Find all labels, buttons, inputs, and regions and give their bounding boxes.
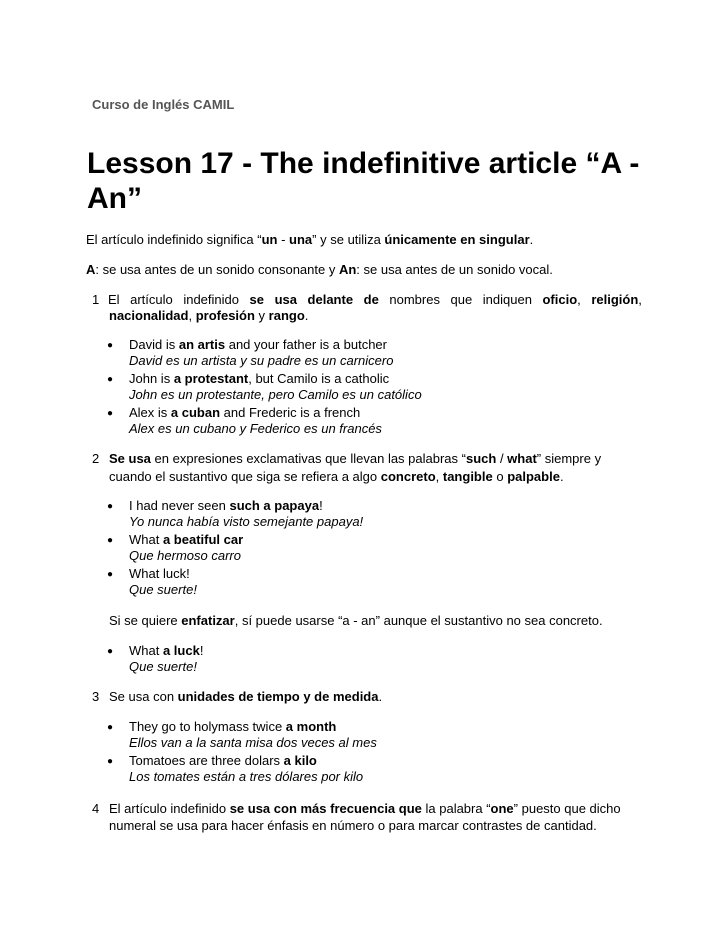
text-bold: Se usa (109, 451, 151, 466)
section-2-note (109, 613, 603, 629)
word-bold: se (249, 292, 265, 307)
word: indefinido (183, 292, 239, 307)
word-bold: religión (591, 292, 639, 307)
text: en expresiones exclamativas que llevan las palabras “ (150, 451, 466, 466)
word: que (450, 292, 473, 307)
text: cuando el sustantivo que siga se refiera a algo (109, 469, 381, 484)
text-bold: palpable (507, 469, 560, 484)
example-english (129, 566, 190, 582)
list-number: 3 (92, 689, 100, 704)
text: John is (129, 371, 174, 386)
bullet-icon: ● (107, 756, 114, 767)
text: o (492, 469, 508, 484)
text: : se usa antes de un sonido vocal. (356, 262, 553, 277)
text: , but Camilo is a catholic (248, 371, 390, 386)
section-1-line-2 (109, 308, 308, 324)
list-number: 4 (92, 801, 100, 816)
page-title-line-2: An” (87, 182, 142, 215)
example-spanish: Que hermoso carro (129, 548, 241, 563)
text: They go to holymass twice (129, 719, 286, 734)
example-spanish: Que suerte! (129, 582, 197, 597)
text-bold: one (490, 801, 514, 816)
text-bold: concreto (380, 469, 436, 484)
text-bold: a kilo (283, 753, 317, 768)
example-english (129, 753, 317, 769)
text-bold: únicamente en singular (384, 232, 530, 247)
text: , (188, 308, 196, 323)
word-bold: delante (307, 292, 354, 307)
text: - (277, 232, 290, 247)
list-number: 2 (92, 451, 100, 466)
text: ” puesto que dicho (513, 801, 621, 816)
word: , (638, 292, 642, 307)
section-3-line-1 (109, 689, 382, 705)
intro-paragraph-1 (86, 232, 533, 248)
text: , sí puede usarse “a - an” aunque el sustantivo no sea concreto. (234, 613, 603, 628)
text-bold: a beatiful car (162, 532, 244, 547)
bullet-icon: ● (107, 501, 114, 512)
section-2-line-1 (109, 451, 601, 467)
text: . (529, 232, 534, 247)
word-bold: oficio (542, 292, 578, 307)
text: What (129, 643, 163, 658)
text-bold: un (261, 232, 278, 247)
text: . (378, 689, 383, 704)
text: Si se quiere (109, 613, 182, 628)
page-title-line-1: Lesson 17 - The indefinitive article “A - (87, 147, 640, 180)
example-english (129, 405, 360, 421)
text: Alex is (129, 405, 171, 420)
text-bold: An (338, 262, 357, 277)
example-english (129, 719, 336, 735)
intro-paragraph-2 (86, 262, 553, 278)
example-spanish: Ellos van a la santa misa dos veces al mes (129, 735, 377, 750)
text: / (496, 451, 508, 466)
text: la palabra “ (421, 801, 491, 816)
text: El artículo indefinido significa “ (86, 232, 262, 247)
text-bold: a protestant (173, 371, 249, 386)
text-bold: a luck (162, 643, 200, 658)
text-bold: what (507, 451, 537, 466)
example-english (129, 532, 243, 548)
text-bold: unidades de tiempo y de medida (177, 689, 379, 704)
text-bold: a month (285, 719, 337, 734)
text-bold: such (465, 451, 497, 466)
example-spanish: Yo nunca había visto semejante papaya! (129, 514, 364, 529)
text: , (435, 469, 443, 484)
text: What (129, 532, 163, 547)
text: . (304, 308, 309, 323)
word: nombres (389, 292, 440, 307)
bullet-icon: ● (107, 646, 114, 657)
text-bold: rango (268, 308, 305, 323)
text: and your father is a butcher (225, 337, 387, 352)
text: I had never seen (129, 498, 230, 513)
text: El artículo indefinido (109, 801, 230, 816)
example-spanish: David es un artista y su padre es un carnicero (129, 353, 394, 368)
bullet-icon: ● (107, 374, 114, 385)
text: ” siempre y (536, 451, 602, 466)
text-bold: a cuban (170, 405, 221, 420)
bullet-icon: ● (107, 340, 114, 351)
text-bold: such a papaya (229, 498, 320, 513)
example-english (129, 643, 203, 659)
text-bold: A (86, 262, 96, 277)
text: y (254, 308, 269, 323)
bullet-icon: ● (107, 569, 114, 580)
text: What luck! (129, 566, 190, 581)
word: artículo (130, 292, 173, 307)
text: : se usa antes de un sonido consonante y (95, 262, 339, 277)
text-bold: tangible (442, 469, 493, 484)
bullet-icon: ● (107, 408, 114, 419)
text-bold: una (289, 232, 313, 247)
word: , (577, 292, 581, 307)
word-bold: usa (274, 292, 297, 307)
text: and Frederic is a french (220, 405, 361, 420)
word-group (542, 292, 580, 308)
text: ” y se utiliza (312, 232, 385, 247)
example-spanish: Alex es un cubano y Federico es un francés (129, 421, 382, 436)
text: . (559, 469, 564, 484)
word-bold: de (363, 292, 379, 307)
word: indiquen (482, 292, 532, 307)
text: Se usa con (109, 689, 178, 704)
section-4-line-2: numeral se usa para hacer énfasis en número o para marcar contrastes de cantidad. (109, 818, 597, 833)
text: ! (319, 498, 323, 513)
list-number: 1 (92, 292, 100, 307)
text-bold: an artis (178, 337, 226, 352)
text: Tomatoes are three dolars (129, 753, 284, 768)
bullet-icon: ● (107, 535, 114, 546)
example-english (129, 371, 389, 387)
section-2-line-2 (109, 469, 564, 485)
course-header: Curso de Inglés CAMIL (92, 97, 235, 112)
bullet-icon: ● (107, 722, 114, 733)
text-bold: enfatizar (181, 613, 235, 628)
example-english (129, 498, 323, 514)
text-bold: se usa con más frecuencia que (229, 801, 422, 816)
word: El (108, 292, 120, 307)
example-english (129, 337, 387, 353)
section-1-line-1 (108, 292, 642, 308)
text-bold: profesión (195, 308, 255, 323)
text-bold: nacionalidad (109, 308, 189, 323)
example-spanish: Que suerte! (129, 659, 197, 674)
section-4-line-1 (109, 801, 621, 817)
text: ! (199, 643, 204, 658)
text: David is (129, 337, 179, 352)
example-spanish: Los tomates están a tres dólares por kilo (129, 769, 364, 784)
example-spanish: John es un protestante, pero Camilo es un católico (129, 387, 422, 402)
word-group (591, 292, 642, 308)
